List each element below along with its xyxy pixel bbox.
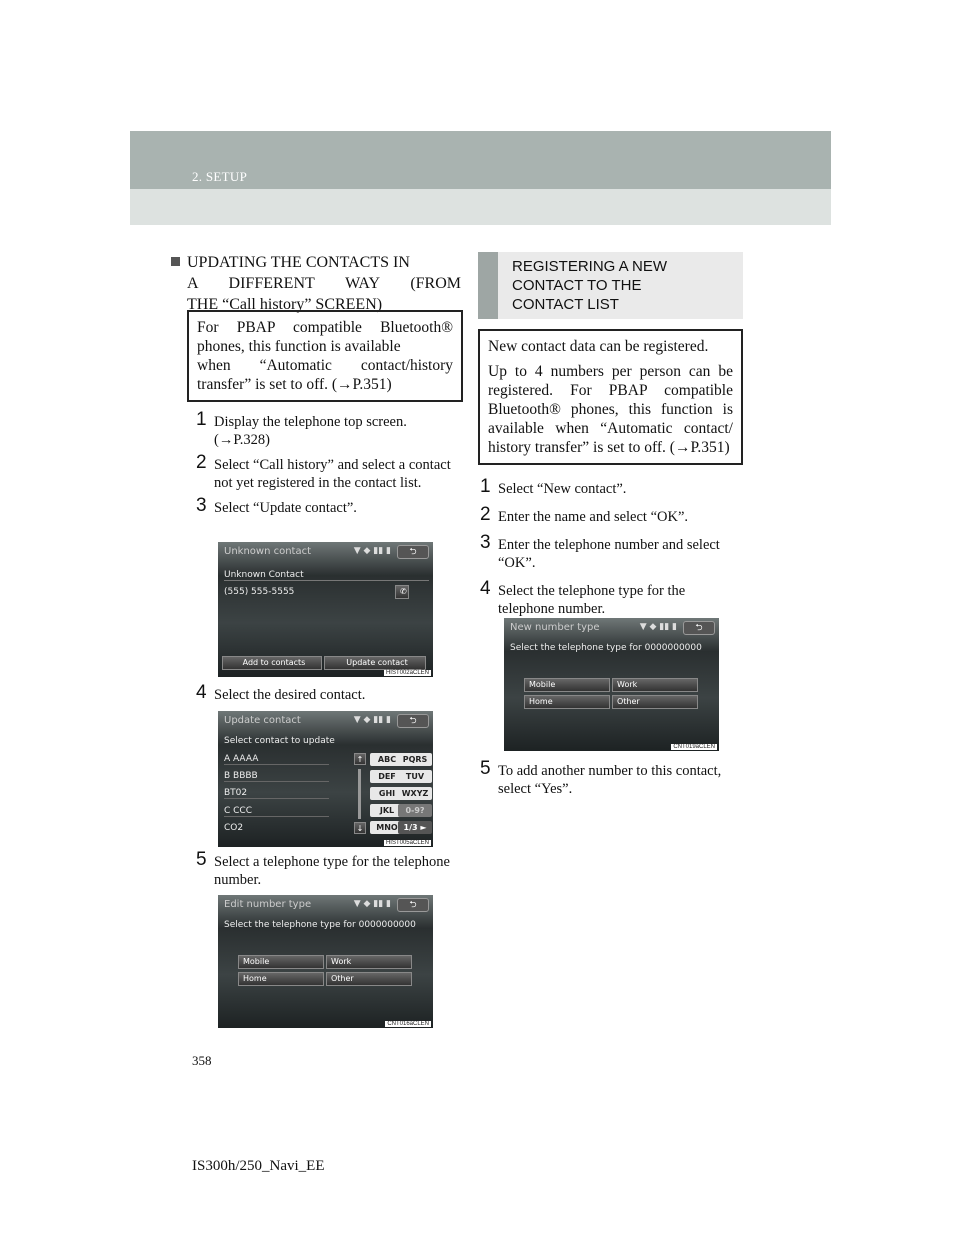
screen-subtitle: Select the telephone type for 0000000000 bbox=[224, 920, 416, 930]
page-number: 358 bbox=[192, 1053, 212, 1068]
work-button[interactable]: Work bbox=[326, 955, 412, 969]
contact-number: (555) 555-5555 bbox=[224, 587, 295, 597]
step-4: 4 Select the desired contact. bbox=[196, 682, 366, 703]
status-icons: ▼ ◆ ▮▮ ▮ bbox=[353, 899, 391, 909]
contact-name: Unknown Contact bbox=[224, 570, 429, 581]
back-button[interactable]: ⮌ bbox=[397, 545, 429, 559]
screen-subtitle: Select the telephone type for 0000000000 bbox=[510, 643, 702, 653]
step-5: 5 To add another number to this contact, select “Yes”. bbox=[480, 758, 722, 797]
note-box: New contact data can be registered. Up to 4 numbers per person can be registered. For PBAP compatible Bluetooth® phones, this function is available when “Automatic contact/ history transfer” is set to off. (→P.351) bbox=[478, 329, 743, 465]
update-contact-screen bbox=[218, 711, 433, 847]
screen-title: Update contact bbox=[224, 715, 301, 726]
page-indicator[interactable]: 1/3 ► bbox=[398, 821, 432, 834]
list-item[interactable]: C CCC bbox=[224, 806, 329, 817]
image-code: CNT019aCLEN bbox=[673, 744, 715, 750]
key-abc[interactable]: ABC bbox=[370, 753, 404, 766]
scroll-down-button[interactable]: ↓ bbox=[354, 822, 366, 834]
screen-title: New number type bbox=[510, 622, 600, 633]
home-button[interactable]: Home bbox=[524, 695, 610, 709]
key-def[interactable]: DEF bbox=[370, 770, 404, 783]
back-button[interactable]: ⮌ bbox=[397, 714, 429, 728]
edit-number-type-screen bbox=[218, 895, 433, 1028]
scroll-up-button[interactable]: ↑ bbox=[354, 753, 366, 765]
section-title: UPDATING THE CONTACTS IN A DIFFERENT WAY (FROM THE “Call history” SCREEN) bbox=[171, 252, 461, 315]
scrollbar[interactable] bbox=[358, 769, 361, 819]
note-box: For PBAP compatible Bluetooth® phones, this function is available when “Automatic contact/history transfer” is set to off. (→P.351) bbox=[187, 310, 463, 402]
back-button[interactable]: ⮌ bbox=[397, 898, 429, 912]
square-bullet-icon bbox=[171, 257, 180, 266]
other-button[interactable]: Other bbox=[612, 695, 698, 709]
key-0-9[interactable]: 0-9? bbox=[398, 804, 432, 817]
add-to-contacts-button[interactable]: Add to contacts bbox=[222, 656, 322, 670]
key-ghi[interactable]: GHI bbox=[370, 787, 404, 800]
section-header: 2. SETUP bbox=[192, 169, 248, 184]
status-icons: ▼ ◆ ▮▮ ▮ bbox=[639, 622, 677, 632]
step-1: 1 Display the telephone top screen. (→P.328) bbox=[196, 409, 407, 448]
image-code: HIST002aCLEN bbox=[385, 670, 429, 676]
section-title-box: REGISTERING A NEW CONTACT TO THE CONTACT LIST bbox=[478, 252, 743, 319]
home-button[interactable]: Home bbox=[238, 972, 324, 986]
accent-bar bbox=[478, 252, 498, 319]
step-3: 3 Select “Update contact”. bbox=[196, 495, 357, 516]
step-4: 4 Select the telephone type for the telephone number. bbox=[480, 578, 686, 617]
work-button[interactable]: Work bbox=[612, 678, 698, 692]
image-code: HIST005aCLEN bbox=[385, 840, 429, 846]
unknown-contact-screen bbox=[218, 542, 433, 677]
status-icons: ▼ ◆ ▮▮ ▮ bbox=[353, 546, 391, 556]
key-pqrs[interactable]: PQRS bbox=[398, 753, 432, 766]
list-item[interactable]: BT02 bbox=[224, 788, 329, 799]
phone-icon[interactable]: ✆ bbox=[395, 585, 409, 599]
step-3: 3 Enter the telephone number and select “OK”. bbox=[480, 532, 720, 571]
back-button[interactable]: ⮌ bbox=[683, 621, 715, 635]
step-2: 2 Enter the name and select “OK”. bbox=[480, 504, 689, 525]
model-code: IS300h/250_Navi_EE bbox=[192, 1158, 325, 1174]
key-tuv[interactable]: TUV bbox=[398, 770, 432, 783]
status-icons: ▼ ◆ ▮▮ ▮ bbox=[353, 715, 391, 725]
update-contact-button[interactable]: Update contact bbox=[324, 656, 426, 670]
screen-subtitle: Select contact to update bbox=[224, 736, 335, 746]
key-mno[interactable]: MNO bbox=[370, 821, 404, 834]
mobile-button[interactable]: Mobile bbox=[524, 678, 610, 692]
list-item[interactable]: CO2 bbox=[224, 823, 244, 833]
screen-title: Unknown contact bbox=[224, 546, 312, 557]
image-code: CNT016aCLEN bbox=[387, 1021, 429, 1027]
key-wxyz[interactable]: WXYZ bbox=[398, 787, 432, 800]
step-5: 5 Select a telephone type for the telephone number. bbox=[196, 849, 450, 888]
screen-title: Edit number type bbox=[224, 899, 312, 910]
new-number-type-screen bbox=[504, 618, 719, 751]
list-item[interactable]: B BBBB bbox=[224, 771, 329, 782]
step-1: 1 Select “New contact”. bbox=[480, 476, 627, 497]
header-subbar bbox=[130, 189, 831, 225]
other-button[interactable]: Other bbox=[326, 972, 412, 986]
mobile-button[interactable]: Mobile bbox=[238, 955, 324, 969]
key-jkl[interactable]: JKL bbox=[370, 804, 404, 817]
step-2: 2 Select “Call history” and select a contact not yet registered in the contact list. bbox=[196, 452, 451, 491]
list-item[interactable]: A AAAA bbox=[224, 754, 329, 765]
